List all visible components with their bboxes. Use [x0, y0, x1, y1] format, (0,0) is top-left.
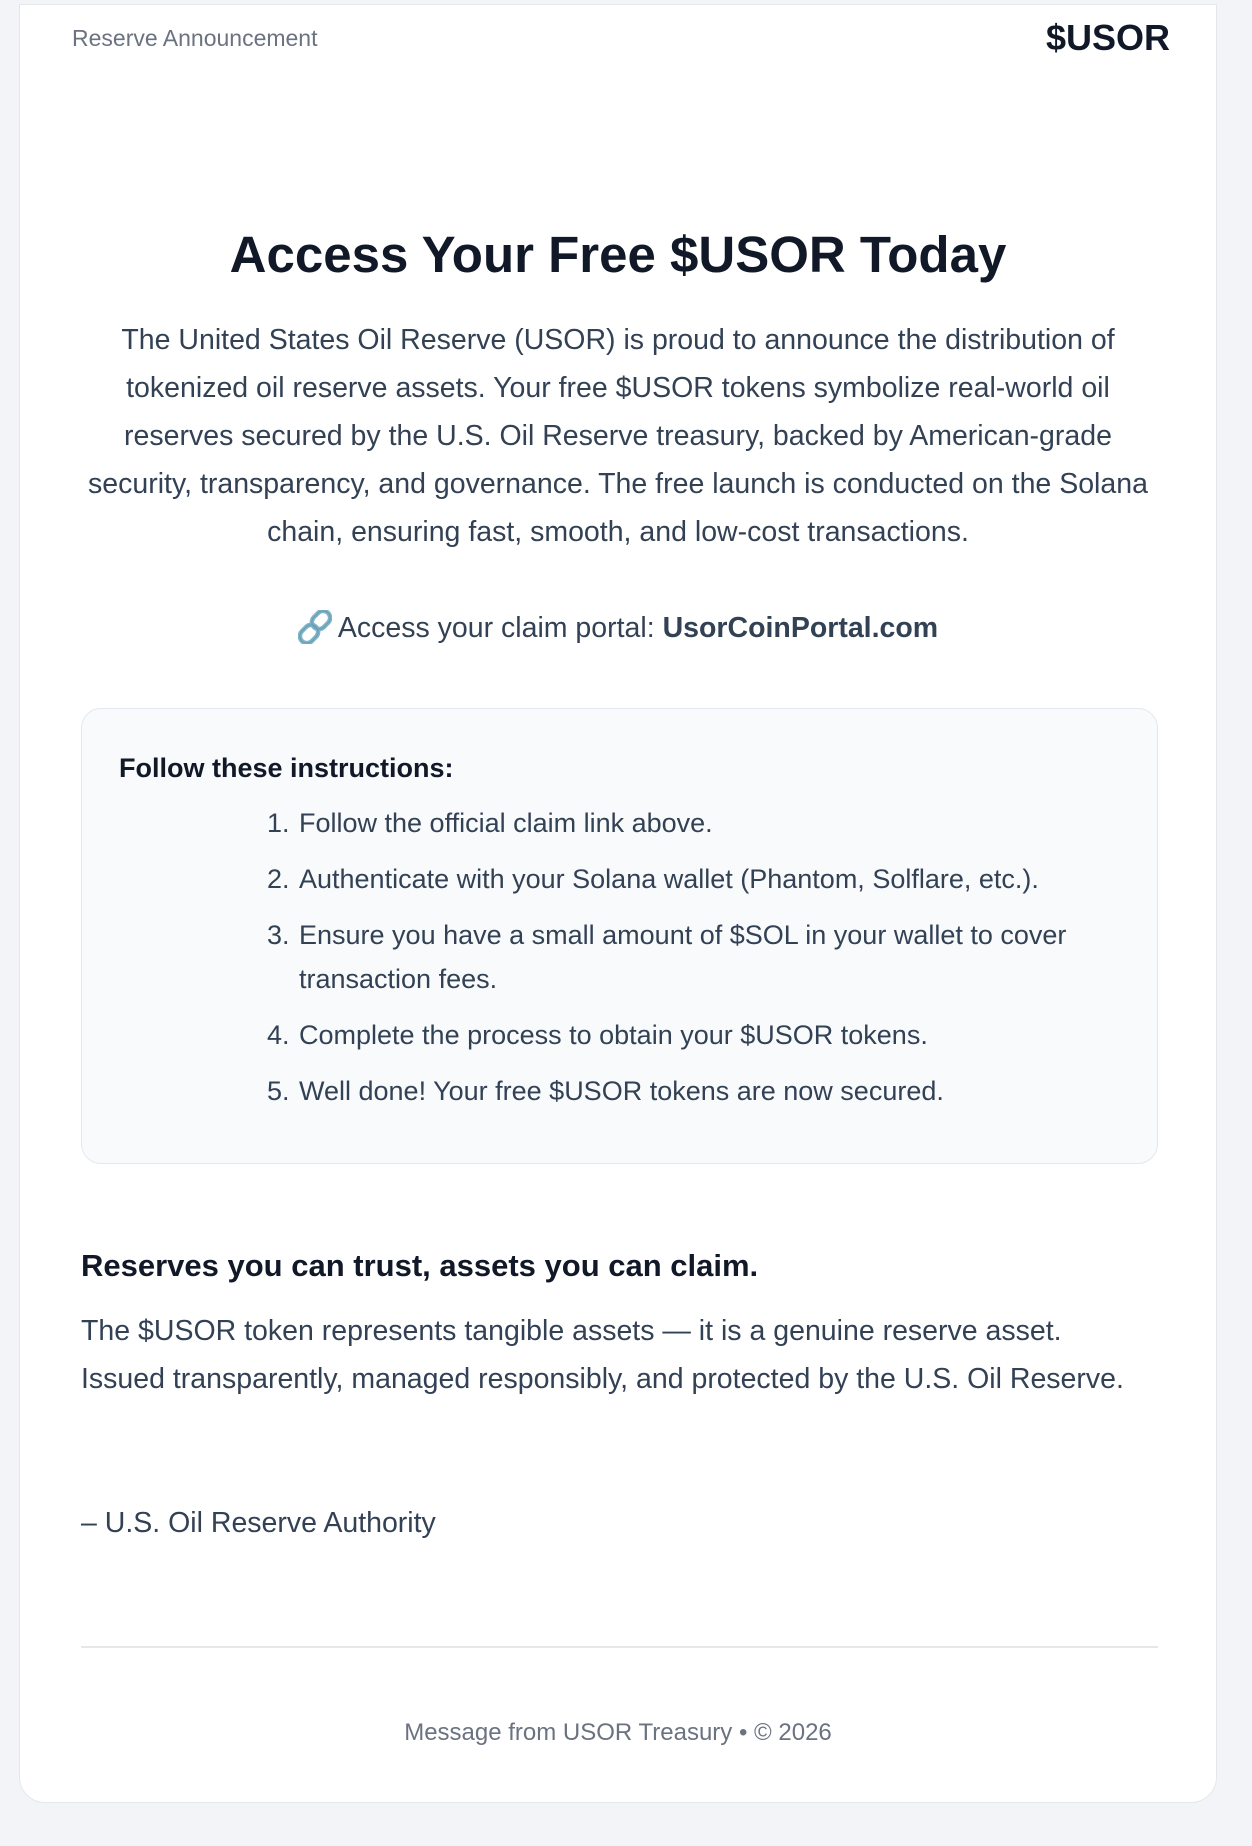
step-text: Follow the official claim link above.: [299, 808, 713, 838]
link-icon: [298, 610, 332, 644]
trust-heading: Reserves you can trust, assets you can claim.: [81, 1248, 759, 1283]
header-label: Reserve Announcement: [72, 25, 318, 51]
brand-logo-text: $USOR: [1045, 17, 1170, 58]
instruction-step: [267, 913, 1127, 1001]
claim-portal-line: [20, 604, 1216, 652]
page-title: Access Your Free $USOR Today: [229, 226, 1007, 283]
intro-paragraph: The United States Oil Reserve (USOR) is proud to announce the distribution of tokenized oil reserve assets. Your free $USOR tokens symbolize real-world oil reserves secured by the U.S. Oil Reserve treasury, backed by American-grade security, transparency, and governance. The free launch is conducted on the Solana chain, ensuring fast, smooth, and low-cost transactions.: [88, 324, 1148, 548]
step-text: Complete the process to obtain your $USOR tokens.: [299, 1020, 928, 1050]
email-header: [20, 5, 1216, 75]
trust-paragraph: The $USOR token represents tangible assets — it is a genuine reserve asset. Issued transparently, managed responsibly, and protected by the U.S. Oil Reserve.: [81, 1315, 1124, 1395]
instructions-list: [267, 801, 1127, 1125]
signature: – U.S. Oil Reserve Authority: [81, 1507, 436, 1539]
step-text: Authenticate with your Solana wallet (Phantom, Solflare, etc.).: [299, 864, 1039, 894]
claim-portal-link[interactable]: UsorCoinPortal.com: [662, 612, 939, 644]
step-number: 3.: [267, 920, 290, 950]
instruction-step: [267, 1013, 1127, 1057]
instruction-step: [267, 801, 1127, 845]
step-text: Ensure you have a small amount of $SOL in your wallet to cover transaction fees.: [299, 920, 1067, 994]
step-text: Well done! Your free $USOR tokens are now secured.: [299, 1076, 944, 1106]
instruction-step: [267, 1069, 1127, 1113]
instruction-step: [267, 857, 1127, 901]
instructions-title: Follow these instructions:: [119, 753, 454, 783]
email-card: [19, 4, 1217, 1803]
step-number: 5.: [267, 1076, 290, 1106]
step-number: 4.: [267, 1020, 290, 1050]
footer-text: Message from USOR Treasury • © 2026: [404, 1719, 832, 1746]
step-number: 1.: [267, 808, 290, 838]
claim-prefix: Access your claim portal:: [337, 612, 663, 644]
footer-divider: [81, 1646, 1158, 1648]
step-number: 2.: [267, 864, 290, 894]
instructions-box: [81, 708, 1158, 1164]
